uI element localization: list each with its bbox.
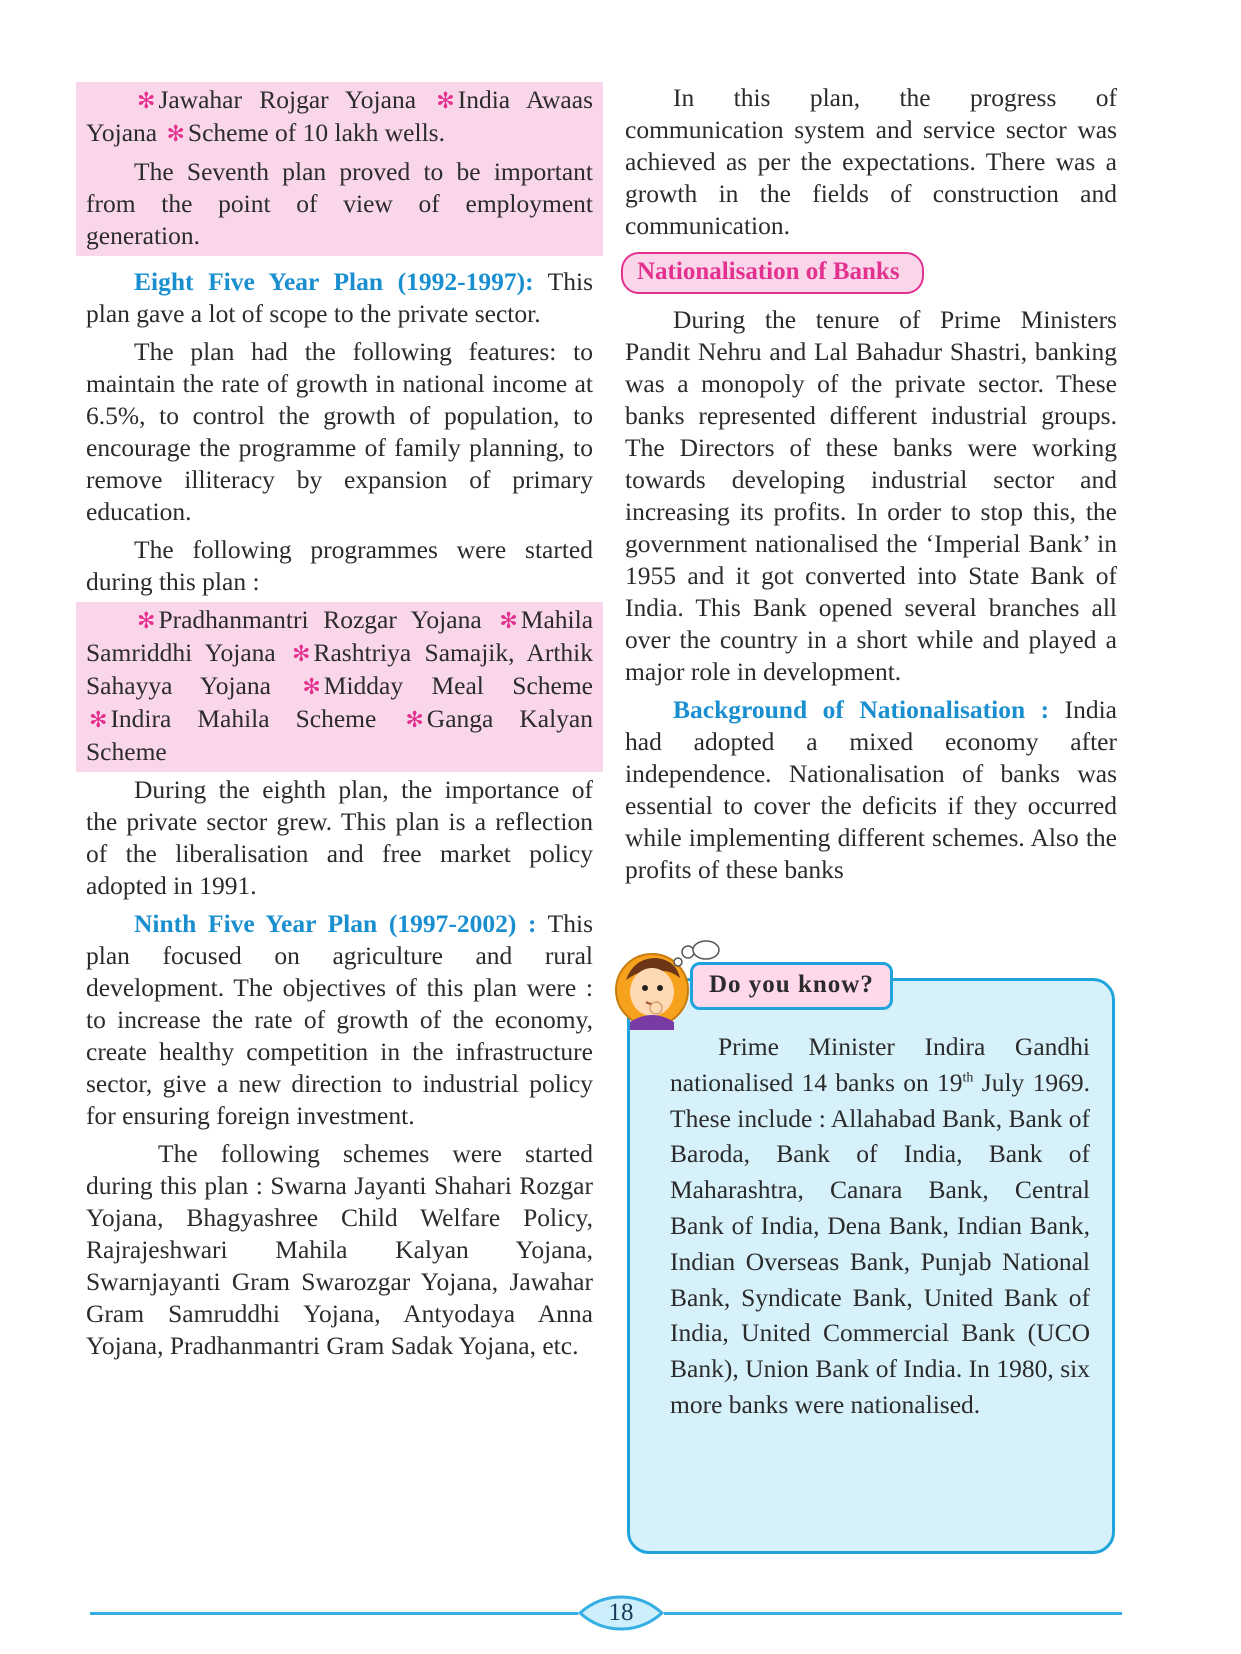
eighth-plan-programmes-box	[76, 602, 603, 772]
scheme-item: Scheme of 10 lakh wells.	[187, 118, 445, 147]
star-bullet-icon: ✻	[292, 641, 311, 666]
scheme-item: India Awaas Yojana	[86, 85, 593, 147]
eighth-plan-programmes-intro: The following programmes were started during this plan :	[86, 535, 593, 596]
progress-paragraph: In this plan, the progress of communication system and service sector was achieved as per the expectations. There was a growth in the fields of construction and communication.	[625, 83, 1117, 240]
star-bullet-icon: ✻	[405, 707, 424, 732]
eighth-plan-intro-paragraph	[86, 266, 593, 330]
eighth-plan-programmes	[86, 604, 593, 768]
seventh-plan-schemes	[86, 84, 593, 150]
star-bullet-icon: ✻	[166, 121, 185, 146]
eighth-plan-heading: Eight Five Year Plan (1992-1997):	[134, 267, 534, 296]
footer-line-right	[664, 1612, 1122, 1615]
programme-item: Indira Mahila Scheme	[110, 704, 377, 733]
star-bullet-icon: ✻	[137, 88, 156, 113]
star-bullet-icon: ✻	[302, 674, 321, 699]
page-number: 18	[608, 1599, 634, 1626]
left-column	[86, 82, 593, 1362]
seventh-plan-paragraph: The Seventh plan proved to be important from the point of view of employment generation.	[86, 157, 593, 250]
background-paragraph	[625, 694, 1117, 886]
programme-item: Ganga Kalyan Scheme	[86, 704, 594, 766]
do-you-know-label: Do you know?	[690, 962, 893, 1010]
do-you-know-box	[627, 978, 1115, 1554]
background-heading: Background of Nationalisation :	[673, 695, 1050, 724]
eighth-plan-features: The plan had the following features: to maintain the rate of growth in national income at 6.5%, to control the growth of population, to encourage the programme of family planning, to remove illiteracy by expansion of primary education.	[86, 337, 593, 526]
nationalisation-heading: Nationalisation of Banks	[621, 252, 924, 294]
do-you-know-text	[670, 1029, 1090, 1423]
scheme-item: Jawahar Rojgar Yojana	[158, 85, 417, 114]
eighth-plan-closing: During the eighth plan, the importance of the private sector grew. This plan is a reflection of the liberalisation and free market policy adopted in 1991.	[86, 775, 593, 900]
programme-item: Pradhanmantri Rozgar Yojana	[158, 605, 482, 634]
programme-item: Mahila Samriddhi Yojana	[86, 605, 594, 667]
star-bullet-icon: ✻	[499, 608, 518, 633]
ninth-plan-intro: This plan focused on agriculture and rural development. The objectives of this plan were : to increase the rate of growth of the economy, create healthy competition in the infrastructure sector, give a new direction to industrial policy for ensuring foreign investment.	[86, 909, 594, 1130]
ninth-plan-intro-paragraph	[86, 908, 593, 1132]
nationalisation-paragraph: During the tenure of Prime Ministers Pandit Nehru and Lal Bahadur Shastri, banking was a monopoly of the private sector. These banks represented different industrial groups. The Directors of these banks were working towards developing industrial sector and increasing its profits. In order to stop this, the government nationalised the ‘Imperial Bank’ in 1955 and it got converted into State Bank of India. This Bank opened several branches all over the country in a short while and played a major role in development.	[625, 305, 1117, 686]
superscript: th	[962, 1070, 974, 1086]
know-text-part: Prime Minister Indira Gandhi nationalised 14 banks on 19	[670, 1032, 1090, 1097]
star-bullet-icon: ✻	[89, 707, 108, 732]
eighth-plan-intro: This plan gave a lot of scope to the private sector.	[86, 267, 593, 328]
programme-item: Rashtriya Samajik, Arthik Sahayya Yojana	[86, 638, 593, 700]
footer-line-left	[90, 1612, 578, 1615]
right-column	[625, 82, 1117, 886]
star-bullet-icon: ✻	[436, 88, 455, 113]
background-text: India had adopted a mixed economy after independence. Nationalisation of banks was essential to cover the deficits if they occurred while implementing different schemes. Also the profits of these banks	[625, 695, 1118, 884]
programme-item: Midday Meal Scheme	[323, 671, 593, 700]
ninth-plan-schemes: The following schemes were started during this plan : Swarna Jayanti Shahari Rozgar Yojana, Bhagyashree Child Welfare Policy, Rajrajeshwari Mahila Kalyan Yojana, Swarnjayanti Gram Swarozgar Yojana, Jawahar Gram Samruddhi Yojana, Antyodaya Anna Yojana, Pradhanmantri Gram Sadak Yojana, etc.	[86, 1139, 593, 1360]
star-bullet-icon: ✻	[137, 608, 156, 633]
ninth-plan-heading: Ninth Five Year Plan (1997-2002) :	[134, 909, 537, 938]
know-text-part: July 1969. These include : Allahabad Bank, Bank of Baroda, Bank of India, Bank of Maharashtra, Canara Bank, Central Bank of India, Dena Bank, Indian Bank, Indian Overseas Bank, Punjab National Bank, Syndicate Bank, United Bank of India, United Commercial Bank (UCO Bank), Union Bank of India. In 1980, six more banks were nationalised.	[670, 1067, 1090, 1419]
seventh-plan-box	[76, 82, 603, 256]
